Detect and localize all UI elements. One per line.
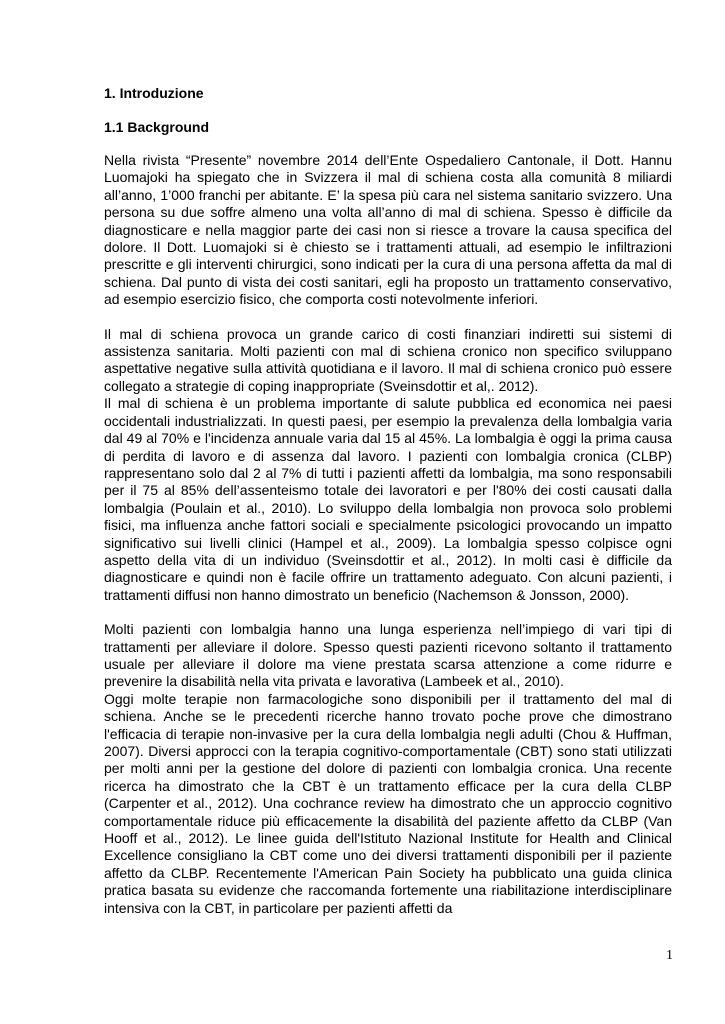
paragraph-terapie: Oggi molte terapie non farmacologiche sono disponibili per il trattamento del mal di schiena. Anche se le precedenti ricerche hanno trovato poche prove che dimostrano l'efficacia di terapie non-invasive per la cura della lombalgia negli adulti (Chou & Huffman, 2007). Diversi approcci con la terapia cognitivo-comportamentale (CBT) sono stati utilizzati per molti anni per la gestione del dolore di pazienti con lombalgia cronica. Una recente ricerca ha dimostrato che la CBT è un trattamento efficace per la cura della CLBP (Carpenter et al., 2012). Una cochrance review ha dimostrato che un approccio cognitivo comportamentale riduce più efficacemente la disabilità del paziente affetto da CLBP (Van Hooff et al., 2012). Le linee guida dell'Istituto Nazional Institute for Health and Clinical Excellence consigliano la CBT come uno dei diversi trattamenti disponibili per il paziente affetto da CLBP. Recentemente l'American Pain Society ha pubblicato una guida clinica pratica basata su evidenze che raccomanda fortemente una riabilitazione interdisciplinare intensiva con la CBT, in particolare per pazienti affetti da <box>104 690 672 916</box>
paragraph-presente: Nella rivista “Presente” novembre 2014 dell’Ente Ospedaliero Cantonale, il Dott. Hannu Luomajoki ha spiegato che in Svizzera il mal di schiena costa alla comunità 8 miliardi all’anno, 1’000 franchi per abitante. E’ la spesa più cara nel sistema sanitario svizzero. Una persona su due soffre almeno una volta all’anno di mal di schiena. Spesso è difficile da diagnosticare e nella maggior parte dei casi non si riesce a trovare la causa specifica del dolore. Il Dott. Luomajoki si è chiesto se i trattamenti attuali, ad esempio le infiltrazioni prescritte e gli interventi chirurgici, sono indicati per la cura di una persona affetta da mal di schiena. Dal punto di vista dei costi sanitari, egli ha proposto un trattamento conservativo, ad esempio esercizio fisico, che comporta costi notevolmente inferiori. <box>104 152 672 308</box>
subsection-heading: 1.1 Background <box>104 119 210 135</box>
page-number: 1 <box>666 948 673 963</box>
paragraph-trattamenti: Molti pazienti con lombalgia hanno una lunga esperienza nell’impiego di vari tipi di trattamenti per alleviare il dolore. Spesso questi pazienti ricevono soltanto il trattamento usuale per alleviare il dolore ma viene prestata scarsa attenzione a come ridurre e prevenire la disabilità nella vita privata e lavorativa (Lambeek et al., 2010). <box>104 621 672 690</box>
document-page <box>104 84 672 917</box>
paragraph-costi: Il mal di schiena provoca un grande carico di costi finanziari indiretti sui sistemi di assistenza sanitaria. Molti pazienti con mal di schiena cronico non specifico sviluppano aspettative negative sulla attività quotidiana e il lavoro. Il mal di schiena cronico può essere collegato a strategie di coping inappropriate (Sveinsdottir et al,. 2012). <box>104 325 672 394</box>
section-heading: 1. Introduzione <box>104 85 204 101</box>
paragraph-salute-pubblica: Il mal di schiena è un problema importante di salute pubblica ed economica nei paesi occidentali industrializzati. In questi paesi, per esempio la prevalenza della lombalgia varia dal 49 al 70% e l'incidenza annuale varia dal 15 al 45%. La lombalgia è oggi la prima causa di perdita di lavoro e di assenza dal lavoro. I pazienti con lombalgia cronica (CLBP) rappresentano solo dal 2 al 7% di tutti i pazienti affetti da lombalgia, ma sono responsabili per il 75 al 85% dell’assenteismo totale dei lavoratori e per l'80% dei costi causati dalla lombalgia (Poulain et al., 2010). Lo sviluppo della lombalgia non provoca solo problemi fisici, ma influenza anche fattori sociali e specialmente psicologici provocando un impatto significativo sui livelli clinici (Hampel et al., 2009). La lombalgia spesso colpisce ogni aspetto della vita di un individuo (Sveinsdottir et al., 2012). In molti casi è difficile da diagnosticare e quindi non è facile offrire un trattamento adeguato. Con alcuni pazienti, i trattamenti diffusi non hanno dimostrato un beneficio (Nachemson & Jonsson, 2000). <box>104 395 672 603</box>
